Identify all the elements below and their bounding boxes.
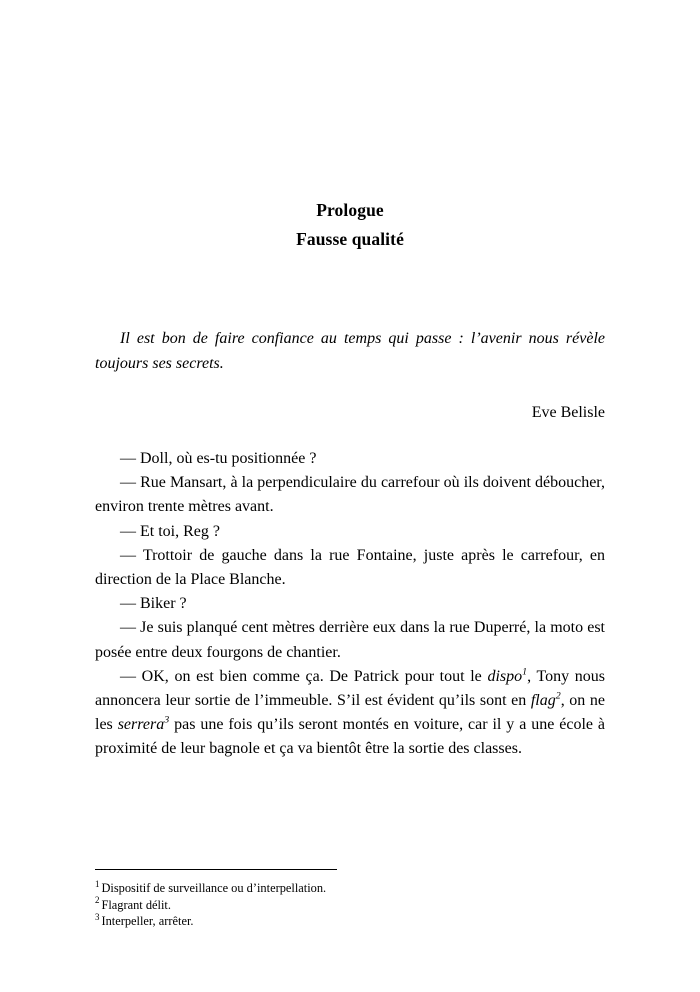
chapter-title: Fausse qualité — [296, 229, 404, 249]
body-paragraph: — OK, on est bien comme ça. De Patrick pour tout le dispo$^1$, Tony nous annoncera leur sortie de l’immeuble. S’il est évident qu’ils sont en flag$^2$, on ne les serrera$^3$ pas une fois qu’ils seront montés en voiture, car il y a une école à proximité de leur bagnole et ça va bientôt être la sortie des classes. — [95, 666, 606, 758]
italic-term: flag — [530, 692, 556, 710]
footnote-item — [95, 897, 605, 914]
body-text — [95, 447, 605, 762]
footnote-reference[interactable]: 1 — [522, 666, 528, 678]
italic-term: serrera — [117, 716, 165, 734]
footnote-marker: 2 — [95, 895, 100, 906]
footnote-marker: 3 — [95, 912, 100, 923]
body-paragraph: — Doll, où es-tu positionnée ? — [120, 450, 317, 467]
footnote-separator-rule — [95, 869, 337, 870]
epigraph-attribution: Eve Belisle — [531, 404, 605, 421]
footnote-item — [95, 880, 605, 897]
chapter-label: Prologue — [316, 200, 384, 220]
italic-term: dispo — [487, 667, 523, 685]
body-paragraph: — Biker ? — [120, 595, 187, 613]
footnote-text: Flagrant délit. — [101, 897, 171, 912]
body-paragraph: — Trottoir de gauche dans la rue Fontaine, juste après le carrefour, en direction de la Place Blanche. — [95, 546, 605, 589]
footnote-reference[interactable]: 3 — [164, 714, 170, 726]
epigraph-quote: Il est bon de faire confiance au temps qui passe : l’avenir nous révèle toujours ses secrets. — [95, 330, 605, 372]
chapter-headings — [95, 196, 605, 254]
footnote-reference[interactable]: 2 — [555, 690, 561, 702]
footnote-item — [95, 913, 605, 930]
footnote-text: Dispositif de surveillance ou d’interpellation. — [101, 881, 327, 895]
body-paragraph: — Je suis planqué cent mètres derrière eux dans la rue Duperré, la moto est posée entre deux fourgons de chantier. — [95, 619, 605, 661]
footnote-text: Interpeller, arrêter. — [101, 914, 194, 929]
footnote-marker: 1 — [95, 878, 100, 889]
body-paragraph: — Rue Mansart, à la perpendiculaire du carrefour où ils doivent déboucher, environ trente mètres avant. — [95, 474, 605, 516]
body-paragraph: — Et toi, Reg ? — [120, 522, 220, 540]
footnote-list — [95, 880, 605, 930]
